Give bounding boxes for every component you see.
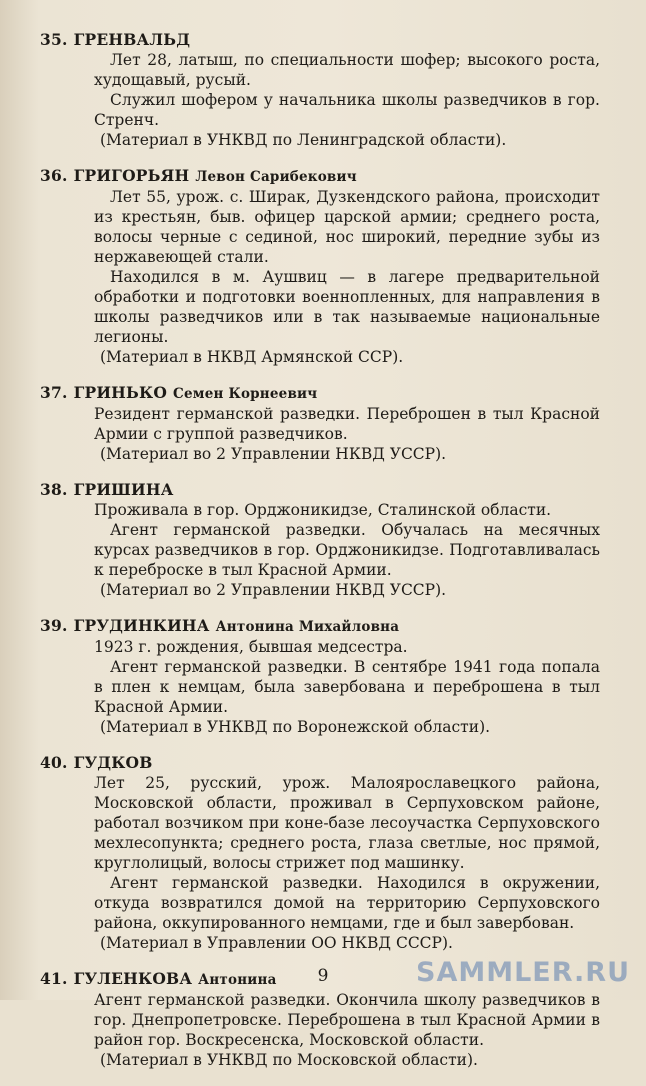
entry-paragraph: Лет 55, урож. с. Ширак, Дузкендского района, происходит из крестьян, быв. офицер царской армии; среднего роста, волосы черные с сединой, нос широкий, передние зубы из нержавеющей стали. — [94, 188, 600, 266]
entry-paragraph: Лет 25, русский, урож. Малоярославецкого района, Московской области, проживал в Серпуховском районе, работал возчиком при коне-базе лесоучастка Серпуховского мехлесопункта; среднего роста, глаза светлые, нос прямой, круглолицый, волосы стрижет под машинку. — [94, 774, 600, 872]
entry-paragraph: Агент германской разведки. Обучалась на месячных курсах разведчиков в гор. Орджоникидзе. Подготавливалась к переброске в тыл Красной Армии. — [94, 521, 600, 579]
entry-number: 37. — [40, 383, 68, 402]
entry-source: (Материал в НКВД Армянской ССР). — [100, 348, 404, 366]
entry-body — [94, 990, 600, 1070]
entry-source: (Материал в УНКВД по Воронежской области). — [100, 718, 491, 736]
entry-body — [94, 187, 600, 367]
entry-surname: ГРИШИНА — [73, 480, 174, 499]
entry-paragraph: Агент германской разведки. В сентябре 1941 года попала в плен к немцам, была завербована и переброшена в тыл Красной Армии. — [94, 658, 600, 716]
entry-surname: ГРИГОРЬЯН — [73, 166, 190, 185]
entry-number: 40. — [40, 753, 68, 772]
entry-body — [94, 404, 600, 464]
entry-surname: ГРЕНВАЛЬД — [73, 30, 191, 49]
entry-paragraph: Находился в м. Аушвиц — в лагере предварительной обработки и подготовки военнопленных, для направления в школы разведчиков или в так называемые национальные легионы. — [94, 268, 600, 346]
entry-given-name: Антонина Михайловна — [215, 619, 400, 635]
entry-number: 41. — [40, 969, 68, 988]
entry-source: (Материал во 2 Управлении НКВД УССР). — [100, 581, 447, 599]
entry-source: (Материал в УНКВД по Ленинградской области). — [100, 131, 507, 149]
entry-body — [94, 637, 600, 737]
entry-paragraph: Агент германской разведки. Окончила школу разведчиков в гор. Днепропетровске. Переброшена в тыл Красной Армии в район гор. Воскресенска, Московской области. — [94, 991, 600, 1049]
entry-number: 35. — [40, 30, 68, 49]
page-number: 9 — [317, 966, 329, 986]
entry-35 — [40, 30, 600, 150]
entry-heading — [40, 166, 600, 187]
entry-given-name: Антонина — [198, 972, 277, 988]
entry-number: 39. — [40, 616, 68, 635]
entry-number: 36. — [40, 166, 68, 185]
entry-heading — [40, 753, 600, 773]
entry-body — [94, 50, 600, 150]
watermark: SAMMLER.RU — [416, 957, 630, 988]
entry-38 — [40, 480, 600, 600]
entry-paragraph: Лет 28, латыш, по специальности шофер; высокого роста, худощавый, русый. — [94, 51, 600, 89]
entry-40 — [40, 753, 600, 953]
entry-source: (Материал в Управлении ОО НКВД СССР). — [100, 934, 453, 952]
entry-number: 38. — [40, 480, 68, 499]
entry-39 — [40, 616, 600, 737]
entry-surname: ГРУДИНКИНА — [73, 616, 210, 635]
entry-given-name: Левон Сарибекович — [195, 169, 357, 185]
entry-list — [40, 30, 600, 1086]
entry-paragraph: Агент германской разведки. Находился в окружении, откуда возвратился домой на территорию Серпуховского района, оккупированного немцами, где и был завербован. — [94, 874, 600, 932]
entry-given-name: Семен Корнеевич — [173, 386, 318, 402]
entry-37 — [40, 383, 600, 464]
entry-36 — [40, 166, 600, 367]
entry-surname: ГУДКОВ — [73, 753, 153, 772]
entry-paragraph: 1923 г. рождения, бывшая медсестра. — [94, 638, 408, 656]
entry-body — [94, 773, 600, 953]
entry-heading — [40, 30, 600, 50]
entry-heading — [40, 480, 600, 500]
entry-paragraph: Служил шофером у начальника школы разведчиков в гор. Стренч. — [94, 91, 600, 129]
entry-surname: ГУЛЕНКОВА — [73, 969, 193, 988]
entry-paragraph: Проживала в гор. Орджоникидзе, Сталинской области. — [94, 501, 552, 519]
entry-source: (Материал в УНКВД по Московской области). — [100, 1051, 478, 1069]
entry-heading — [40, 383, 600, 404]
entry-paragraph: Резидент германской разведки. Переброшен в тыл Красной Армии с группой разведчиков. — [94, 405, 600, 443]
entry-heading — [40, 616, 600, 637]
entry-surname: ГРИНЬКО — [73, 383, 168, 402]
entry-source: (Материал во 2 Управлении НКВД УССР). — [100, 445, 447, 463]
entry-body — [94, 500, 600, 600]
